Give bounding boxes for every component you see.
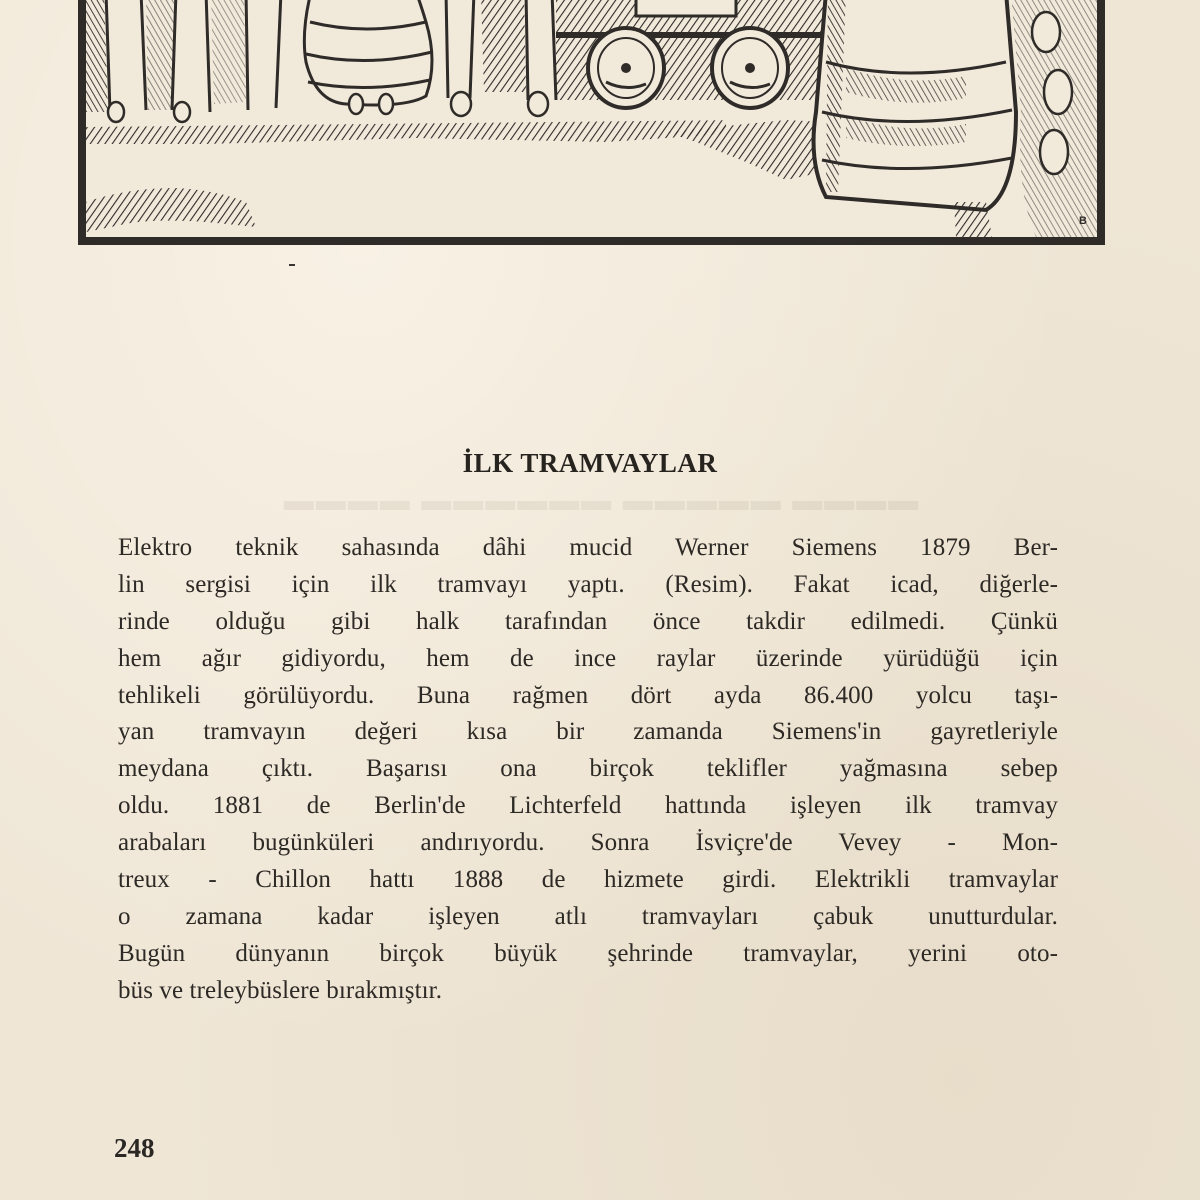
body-line: hem ağır gidiyordu, hem de ince raylar üzerinde yürüdüğü için <box>118 644 1058 672</box>
body-line: tehlikeli görülüyordu. Buna rağmen dört ayda 86.400 yolcu taşı- <box>118 681 1058 709</box>
article-title: İLK TRAMVAYLAR <box>462 448 718 478</box>
body-line: oldu. 1881 de Berlin'de Lichterfeld hattında işleyen ilk tramvay <box>118 792 1058 820</box>
stray-ink-mark <box>289 264 295 266</box>
tram-illustration <box>78 0 1105 245</box>
body-line: Bugün dünyanın birçok büyük şehrinde tramvaylar, yerini oto- <box>118 939 1058 967</box>
article-body <box>118 530 1058 1010</box>
body-line: Elektro teknik sahasında dâhi mucid Werner Siemens 1879 Ber- <box>118 534 1058 561</box>
body-line: lin sergisi için ilk tramvayı yaptı. (Resim). Fakat icad, diğerle- <box>118 570 1058 598</box>
illustration-signature: B <box>1079 215 1087 227</box>
woodcut-scene <box>86 0 1097 245</box>
body-line: meydana çıktı. Başarısı ona birçok teklifler yağmasına sebep <box>118 755 1058 783</box>
body-line: arabaları bugünküleri andırıyordu. Sonra İsviçre'de Vevey - Mon- <box>118 829 1058 857</box>
bleed-through-text: ▬▬▬▬ ▬▬▬▬▬ ▬▬▬▬▬▬ ▬▬▬▬ <box>281 484 919 517</box>
body-line: rinde olduğu gibi halk tarafından önce takdir edilmedi. Çünkü <box>118 607 1058 635</box>
body-line: o zamana kadar işleyen atlı tramvayları çabuk unutturdular. <box>118 902 1058 930</box>
body-line: büs ve treleybüslere bırakmıştır. <box>118 976 443 1004</box>
body-line: yan tramvayın değeri kısa bir zamanda Siemens'in gayretleriyle <box>118 718 1058 746</box>
body-line: treux - Chillon hattı 1888 de hizmete girdi. Elektrikli tramvaylar <box>118 866 1058 894</box>
page-number: 248 <box>114 1133 155 1163</box>
